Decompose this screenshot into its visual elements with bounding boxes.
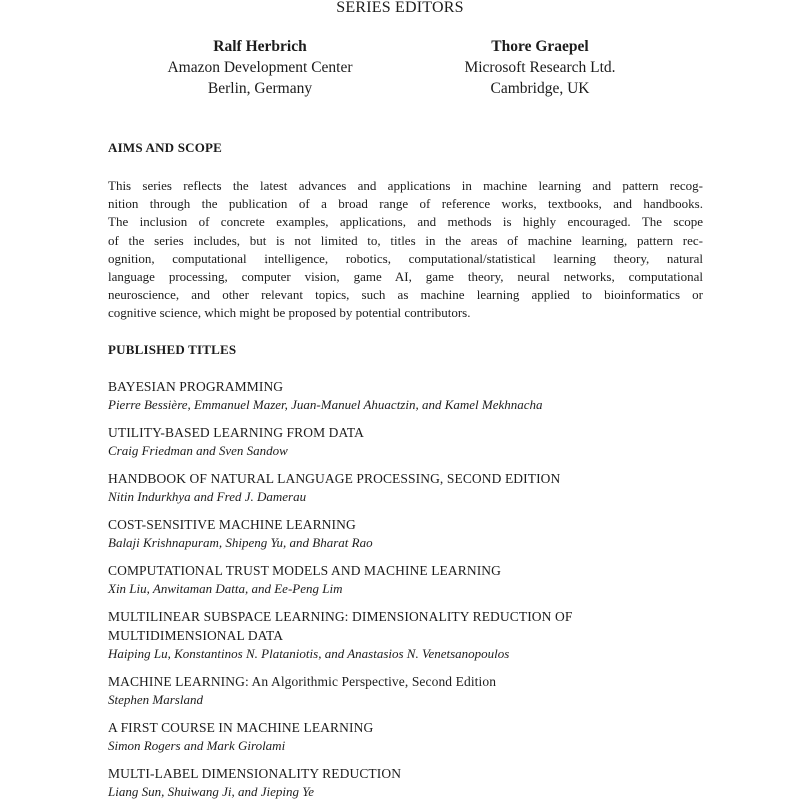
paragraph-line: language processing, computer vision, game AI, game theory, neural networks, computational	[108, 269, 703, 285]
book-title: MACHINE LEARNING: An Algorithmic Perspective, Second Edition	[108, 674, 497, 689]
book-title: COST-SENSITIVE MACHINE LEARNING	[108, 517, 356, 532]
series-editors-label: SERIES EDITORS	[336, 0, 464, 16]
aims-and-scope-paragraph	[108, 177, 703, 323]
paragraph-line: This series reflects the latest advances and applications in machine learning and pattern recog-	[108, 178, 703, 193]
editor-affiliation: Amazon Development Center	[167, 59, 353, 76]
book-title: HANDBOOK OF NATURAL LANGUAGE PROCESSING, SECOND EDITION	[108, 471, 561, 486]
book-title: MULTILINEAR SUBSPACE LEARNING: DIMENSIONALITY REDUCTION OF	[108, 609, 573, 624]
title-entry	[108, 377, 708, 413]
editor-right	[410, 36, 670, 99]
title-entry	[108, 764, 708, 800]
editor-left	[130, 36, 390, 99]
paragraph-line: cognitive science, which might be proposed by potential contributors.	[108, 305, 471, 321]
paragraph-line: ognition, computational intelligence, robotics, computational/statistical learning theory, natural	[108, 250, 703, 266]
book-authors: Liang Sun, Shuiwang Ji, and Jieping Ye	[108, 784, 315, 799]
paragraph-line: nition through the publication of a broad range of reference works, textbooks, and handbooks.	[108, 196, 703, 212]
editor-name: Thore Graepel	[491, 38, 589, 55]
book-authors: Haiping Lu, Konstantinos N. Plataniotis, and Anastasios N. Venetsanopoulos	[108, 646, 510, 661]
book-title: MULTI-LABEL DIMENSIONALITY REDUCTION	[108, 766, 402, 781]
editor-name: Ralf Herbrich	[213, 38, 307, 55]
book-title-continuation: MULTIDIMENSIONAL DATA	[108, 628, 284, 643]
title-entry	[108, 515, 708, 551]
book-title: COMPUTATIONAL TRUST MODELS AND MACHINE LEARNING	[108, 563, 502, 578]
title-entry	[108, 423, 708, 459]
book-title: A FIRST COURSE IN MACHINE LEARNING	[108, 720, 374, 735]
book-authors: Simon Rogers and Mark Girolami	[108, 738, 286, 753]
title-entry	[108, 718, 708, 754]
title-entry	[108, 561, 708, 597]
book-title: BAYESIAN PROGRAMMING	[108, 379, 284, 394]
title-entry	[108, 607, 708, 662]
book-authors: Xin Liu, Anwitaman Datta, and Ee-Peng Lim	[108, 581, 343, 596]
book-title: UTILITY-BASED LEARNING FROM DATA	[108, 425, 364, 440]
editor-affiliation: Microsoft Research Ltd.	[464, 59, 616, 76]
editors-block	[0, 36, 800, 106]
published-titles-heading: PUBLISHED TITLES	[108, 342, 237, 357]
title-entry	[108, 672, 708, 708]
book-authors: Craig Friedman and Sven Sandow	[108, 443, 288, 458]
paragraph-line: of the series includes, but is not limited to, titles in the areas of machine learning, pattern rec-	[108, 232, 703, 248]
paragraph-line: The inclusion of concrete examples, applications, and methods is highly encouraged. The scope	[108, 214, 703, 230]
published-titles-list	[108, 377, 708, 800]
aims-and-scope-heading: AIMS AND SCOPE	[108, 140, 223, 155]
paragraph-line: neuroscience, and other relevant topics, such as machine learning applied to bioinformatics or	[108, 287, 703, 303]
title-entry	[108, 469, 708, 505]
editor-location: Cambridge, UK	[490, 80, 590, 97]
book-authors: Balaji Krishnapuram, Shipeng Yu, and Bharat Rao	[108, 535, 373, 550]
book-authors: Stephen Marsland	[108, 692, 203, 707]
editor-location: Berlin, Germany	[207, 80, 313, 97]
book-authors: Pierre Bessière, Emmanuel Mazer, Juan-Manuel Ahuactzin, and Kamel Mekhnacha	[108, 397, 543, 412]
book-authors: Nitin Indurkhya and Fred J. Damerau	[108, 489, 307, 504]
